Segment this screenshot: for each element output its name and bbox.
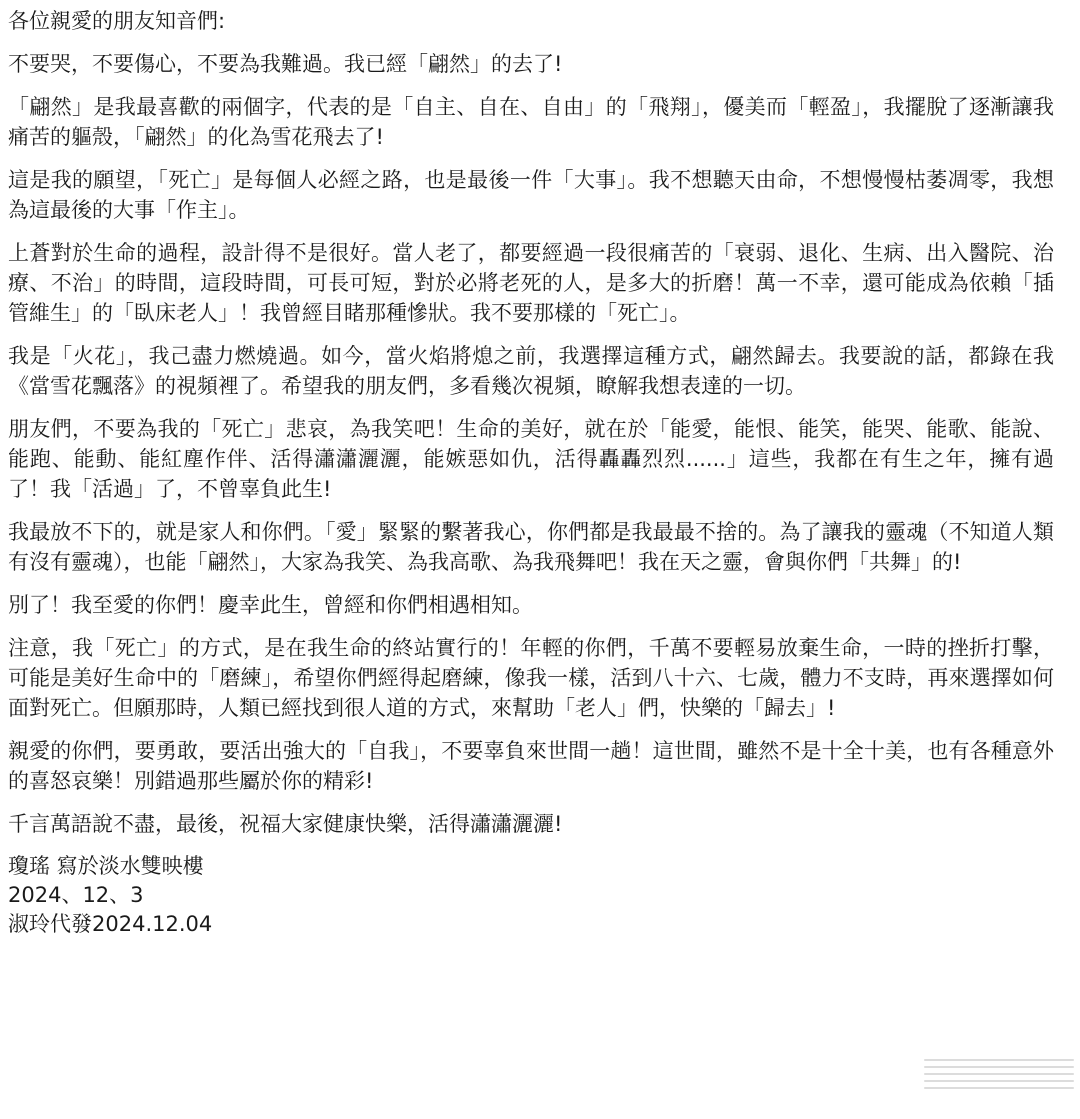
paragraph: 「翩然」是我最喜歡的兩個字，代表的是「自主、自在、自由」的「飛翔」，優美而「輕盈」，我擺脫了逐漸讓我痛苦的軀殼，「翩然」的化為雪花飛去了!: [8, 95, 1054, 149]
paragraph: 千言萬語說不盡，最後，祝福大家健康快樂，活得瀟瀟灑灑!: [8, 812, 563, 836]
faded-line: [924, 1059, 1074, 1061]
faded-line: [924, 1087, 1074, 1089]
paragraph: 注意，我「死亡」的方式，是在我生命的終站實行的！年輕的你們，千萬不要輕易放棄生命，一時的挫折打擊，可能是美好生命中的「磨練」，希望你們經得起磨練，像我一樣，活到八十六、七歲，體力不支時，再來選擇如何面對死亡。但願那時，人類已經找到很人道的方式，來幫助「老人」們，快樂的「歸去」!: [8, 636, 1054, 720]
letter: [8, 6, 1054, 939]
paragraph: 這是我的願望，「死亡」是每個人必經之路，也是最後一件「大事」。我不想聽天由命，不想慢慢枯萎凋零，我想為這最後的大事「作主」。: [8, 168, 1054, 222]
letter-greeting: 各位親愛的朋友知音們:: [8, 9, 226, 33]
signature-author: 瓊瑤 寫於淡水雙映樓: [8, 854, 204, 878]
signature-date: 2024、12、3: [8, 883, 144, 907]
paragraph: 我是「火花」，我己盡力燃燒過。如今，當火焰將熄之前，我選擇這種方式，翩然歸去。我要說的話，都錄在我《當雪花飄落》的視頻裡了。希望我的朋友們，多看幾次視頻，瞭解我想表達的一切。: [8, 344, 1054, 398]
paragraph: 別了！我至愛的你們！慶幸此生，曾經和你們相遇相知。: [8, 593, 533, 617]
signature-posted-by: 淑玲代發2024.12.04: [8, 912, 213, 936]
faded-lines-decoration: [924, 1059, 1074, 1089]
faded-line: [924, 1066, 1074, 1068]
paragraph: 上蒼對於生命的過程，設計得不是很好。當人老了，都要經過一段很痛苦的「衰弱、退化、生病、出入醫院、治療、不治」的時間，這段時間，可長可短，對於必將老死的人，是多大的折磨！萬一不幸，還可能成為依賴「插管維生」的「臥床老人」！我曾經目睹那種慘狀。我不要那樣的「死亡」。: [8, 241, 1054, 325]
faded-line: [924, 1080, 1074, 1082]
paragraph: 朋友們，不要為我的「死亡」悲哀，為我笑吧！生命的美好，就在於「能愛，能恨、能笑，能哭、能歌、能說、能跑、能動、能紅塵作伴、活得瀟瀟灑灑，能嫉惡如仇，活得轟轟烈烈......」這些，我都在有生之年，擁有過了！我「活過」了，不曾辜負此生!: [8, 417, 1054, 501]
paragraph: 不要哭，不要傷心，不要為我難過。我已經「翩然」的去了!: [8, 52, 563, 76]
paragraph: 親愛的你們，要勇敢，要活出強大的「自我」，不要辜負來世間一趟！這世間，雖然不是十全十美，也有各種意外的喜怒哀樂！別錯過那些屬於你的精彩!: [8, 739, 1054, 793]
paragraph: 我最放不下的，就是家人和你們。「愛」緊緊的繫著我心，你們都是我最最不捨的。為了讓我的靈魂（不知道人類有沒有靈魂），也能「翩然」，大家為我笑、為我高歌、為我飛舞吧！我在天之靈，會與你們「共舞」的!: [8, 520, 1054, 574]
faded-line: [924, 1073, 1074, 1075]
signature-block: [8, 852, 1054, 939]
